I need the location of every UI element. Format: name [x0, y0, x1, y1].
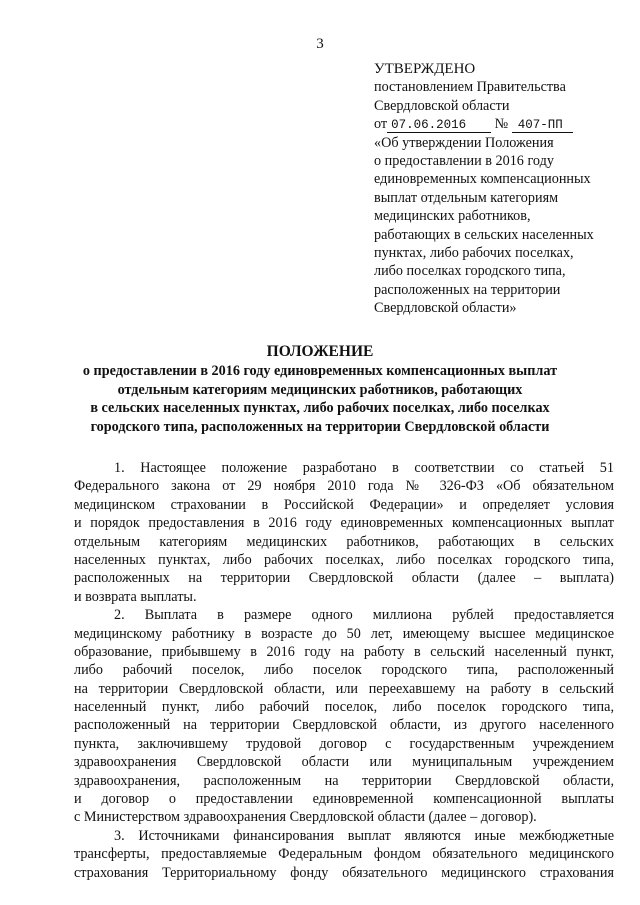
document-body — [74, 459, 614, 882]
text-line: образование, прибывшему в 2016 году на работу в сельский населенный пункт, — [74, 643, 614, 660]
approval-title-line: работающих в сельских населенных — [374, 226, 594, 243]
approval-title-line: медицинских работников, — [374, 208, 531, 225]
paragraph-1 — [74, 459, 614, 606]
approval-number: 407-ПП — [512, 118, 573, 133]
number-sign: № — [494, 116, 509, 133]
text-line: и возврата выплаты. — [74, 588, 197, 605]
approval-stamp — [374, 60, 624, 318]
text-line: и договор о предоставлении единовременной компенсационной выплаты — [74, 791, 614, 808]
approval-date-line — [374, 115, 624, 133]
approval-title-line: о предоставлении в 2016 году — [374, 153, 554, 170]
date-prefix: от — [374, 116, 388, 133]
approval-title-line: выплат отдельным категориям — [374, 189, 559, 206]
text-line: либо рабочий поселок, либо поселок городского типа, расположенный — [74, 662, 614, 679]
text-line: здравоохранения Свердловской области или муниципальным учреждением — [74, 754, 614, 771]
text-line: населенный пункт, либо рабочий поселок, либо поселок городского типа, — [74, 699, 614, 716]
text-line: 2. Выплата в размере одного миллиона рублей предоставляется — [114, 607, 614, 624]
page-number: 3 — [316, 36, 324, 52]
approval-title-line: пунктах, либо рабочих поселках, — [374, 245, 574, 262]
approval-title-line: единовременных компенсационных — [374, 171, 591, 188]
approved-label: УТВЕРЖДЕНО — [374, 61, 476, 77]
subtitle-line: в сельских населенных пунктах, либо рабочих поселках, либо поселках — [90, 400, 550, 417]
text-line: отдельным категориям медицинских работников, работающих в сельских — [74, 533, 614, 550]
text-line: 3. Источниками финансирования выплат являются иные межбюджетные — [114, 827, 614, 844]
text-line: расположенных на территории Свердловской области (далее – выплата) — [74, 570, 614, 587]
approval-title-line: Свердловской области» — [374, 300, 517, 317]
text-line: страхования Территориальному фонду обязательного медицинского страхования — [74, 864, 614, 881]
paragraph-2 — [74, 606, 614, 827]
approval-line-1: постановлением Правительства — [374, 79, 566, 96]
text-line: и порядок предоставления в 2016 году единовременных компенсационных выплат — [74, 515, 614, 532]
approval-title-line: «Об утверждении Положения — [374, 134, 554, 151]
text-line: населенных пунктах, либо рабочих поселках, либо поселках городского типа, — [74, 551, 614, 568]
text-line: расположенный на территории Свердловской области, из другого населенного — [74, 717, 614, 734]
subtitle-line: отдельным категориям медицинских работников, работающих — [117, 381, 523, 398]
text-line: на территории Свердловской области, или переехавшему на работу в сельский — [74, 680, 614, 697]
text-line: медицинскому работнику в возрасте до 50 лет, имеющему высшее медицинское — [74, 625, 614, 642]
text-line: здравоохранения, расположенным на территории Свердловской области, — [74, 772, 614, 789]
subtitle-line: о предоставлении в 2016 году единовременных компенсационных выплат — [82, 363, 558, 379]
text-line: пункта, заключившему трудовой договор с государственным учреждением — [74, 735, 614, 752]
document-title: ПОЛОЖЕНИЕ — [266, 343, 374, 360]
approval-title-line: расположенных на территории — [374, 281, 561, 298]
paragraph-3 — [74, 827, 614, 882]
approval-line-2: Свердловской области — [374, 97, 510, 114]
document-subtitle — [0, 362, 640, 436]
text-line: медицинском страховании в Российской Федерации» и определяет условия — [74, 496, 614, 513]
text-line: 1. Настоящее положение разработано в соответствии со статьей 51 — [114, 460, 614, 476]
approval-title — [374, 134, 624, 318]
text-line: трансферты, предоставляемые Федеральным фондом обязательного медицинского — [74, 846, 614, 863]
text-line: с Министерством здравоохранения Свердловской области (далее – договор). — [74, 809, 537, 826]
text-line: Федерального закона от 29 ноября 2010 года № 326-ФЗ «Об обязательном — [74, 478, 614, 495]
approval-date: 07.06.2016 — [387, 118, 491, 133]
approval-title-line: либо поселках городского типа, — [374, 263, 566, 280]
subtitle-line: городского типа, расположенных на территории Свердловской области — [90, 418, 550, 435]
